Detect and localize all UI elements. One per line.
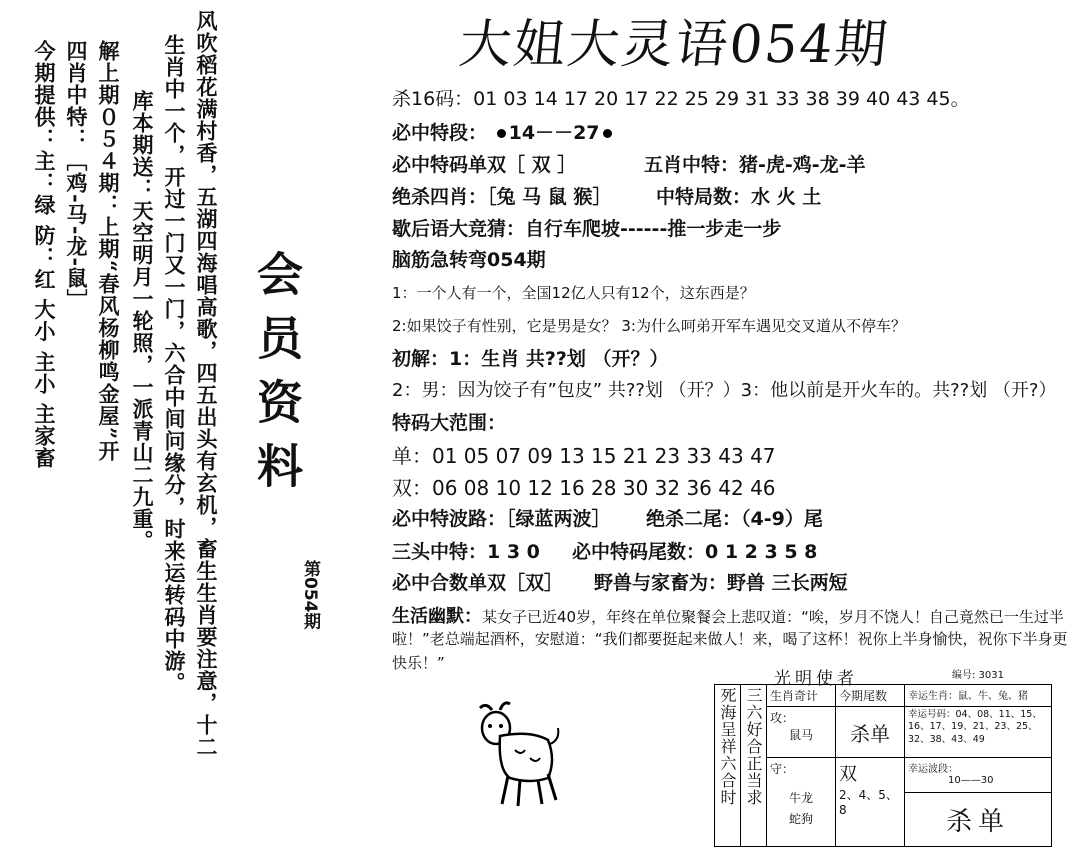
answer-1: 初解：1：生肖 共??划 （开？） (392, 348, 669, 370)
header-lucky: 幸运生肖：鼠、牛、兔、猪 (905, 685, 1052, 707)
issue-label: 第054期 (300, 560, 320, 630)
tail-values: 2、4、5、8 (839, 788, 898, 817)
humor-line-1 (392, 602, 1064, 628)
question-2: 2:如果饺子有性别，它是男是女？ 3:为什么呵弟开军车遇见交叉道从不停车？ (392, 317, 906, 335)
guangming-box (714, 664, 1058, 854)
single-numbers: 单：01 05 07 09 13 15 21 23 33 43 47 (392, 444, 776, 468)
oddeven-line: 必中特码单双［ 双 ］ (392, 154, 577, 176)
combo-line: 必中合数单双［双］ (392, 572, 564, 594)
humor-text-1: 某女子已近40岁，年终在单位聚餐会上悲叹道：“唉，岁月不饶人！自己竟然已一生过半 (482, 608, 1064, 626)
defend-label: 守： (770, 762, 795, 776)
last-issue-line: 解上期０５４期：上期“春风杨柳鸣金屋”开 (96, 40, 121, 463)
riddle-label: 歇后语大竞猜： (392, 218, 526, 240)
lucky-numbers: 幸运号码：04、08、11、15、16、17、19、21、23、25、32、38、43、49 (905, 707, 1052, 758)
wave-line: 必中特波路：［绿蓝两波］ (392, 508, 611, 530)
elements-line: 中特局数：水 火 土 (656, 186, 822, 208)
verse-line-1: 风吹稻花满村香，五湖四海唱高歌，四五出头有玄机，畜生生肖要注意，十二 (194, 10, 219, 758)
page-title: 大姐大灵语054期 (456, 15, 892, 75)
header-tail: 今期尾数 (836, 685, 905, 707)
side-cell (715, 685, 741, 847)
verse-line-2: 生肖中一个，开过一门又一门，六合中间问缘分，时来运转码中游。 (162, 34, 187, 694)
guangming-table (714, 684, 1052, 847)
side-cell-2 (741, 685, 767, 847)
attack-value: 鼠马 (788, 728, 813, 742)
question-1: 1：一个人有一个，全国12亿人只有12个，这东西是？ (392, 284, 755, 302)
tail-cell (836, 758, 905, 847)
kill-16-line: 杀16码：01 03 14 17 20 17 22 25 29 31 33 38 39 40 43 45。 (392, 88, 970, 110)
three-head-line: 三头中特：1 3 0 (392, 541, 540, 563)
dot-icon (497, 129, 506, 138)
ox-icon (470, 700, 562, 810)
brain-teaser-title: 脑筋急转弯054期 (392, 249, 546, 271)
riddle-value: 自行车爬坡------推一步走一步 (525, 218, 782, 240)
kill-single-2: 杀单 (945, 807, 1010, 837)
guangming-number: 编号: 3031 (952, 670, 1004, 681)
side-verse: 死海呈祥六合时 (718, 687, 737, 806)
range-title: 特码大范围： (392, 412, 507, 434)
wave-cell (905, 758, 1052, 847)
beast-line: 野兽与家畜为：野兽 三长两短 (594, 572, 848, 594)
library-gift-line: 库本期送：天空明月一轮照，一派青山二九重。 (130, 90, 155, 552)
four-zodiac-line: 四肖中特：［鸡-马-龙-鼠］ (64, 40, 89, 312)
five-zodiac-line: 五肖中特：猪-虎-鸡-龙-羊 (644, 154, 866, 176)
humor-line-3: 快乐！” (392, 654, 445, 672)
defend-cell (767, 758, 836, 847)
dot-icon (603, 129, 612, 138)
double-label: 双 (839, 764, 857, 785)
defend-value-1: 牛龙 (788, 791, 813, 805)
side-verse-2: 三六好合正当求 (744, 687, 763, 806)
riddle-line (392, 214, 781, 241)
wave-value: 10——30 (948, 775, 994, 786)
kill-tail-line: 绝杀二尾：（4-9）尾 (646, 508, 823, 530)
guangming-title: 光明使者 (774, 669, 858, 689)
member-title: 会员资料 (250, 250, 304, 506)
attack-label: 攻： (770, 711, 795, 725)
kill-four-line: 绝杀四肖：［兔 马 鼠 猴］ (392, 186, 612, 208)
segment-label: 必中特段： (392, 122, 488, 144)
humor-line-2: 啦！”老总端起酒杯，安慰道：“我们都要挺起来做人！来，喝了这杯！祝你上半身愉快，祝你下半身更 (392, 630, 1068, 648)
double-numbers: 双：06 08 10 12 16 28 30 32 36 42 46 (392, 476, 776, 500)
segment-value: 14－－27 (508, 122, 600, 144)
answer-2: 2：男：因为饺子有”包皮” 共??划 （开？）3：他以前是开火车的。共??划 （开?） (392, 380, 1057, 401)
tail-digits-line: 必中特码尾数：0 1 2 3 5 8 (572, 541, 818, 563)
wave-label: 幸运波段： (908, 764, 958, 775)
wave-box (905, 758, 1051, 793)
kill-single-1: 杀单 (836, 707, 905, 758)
humor-label: 生活幽默： (392, 606, 482, 627)
segment-line (392, 118, 615, 145)
defend-value-2: 蛇狗 (788, 812, 813, 826)
attack-cell (767, 707, 836, 758)
left-panel (0, 0, 340, 864)
header-zodiac: 生肖奇计 (767, 685, 836, 707)
provide-line: 今期提供：主：绿 防：红 大小 主小 主家畜 (32, 40, 57, 470)
